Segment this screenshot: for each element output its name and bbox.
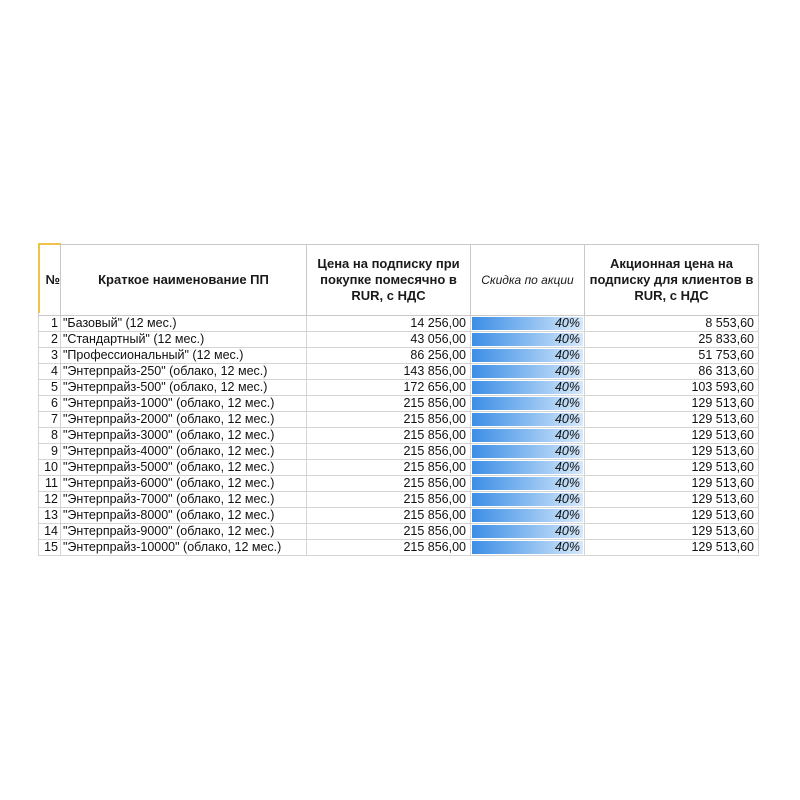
price-cell[interactable]: 215 856,00 — [307, 396, 471, 412]
header-promo-price[interactable]: Акционная цена на подписку для клиентов в RUR, с НДС — [585, 244, 759, 316]
price-table-sheet — [38, 243, 758, 556]
discount-cell[interactable] — [471, 444, 585, 460]
row-number-cell[interactable]: 6 — [39, 396, 61, 412]
selection-edge — [38, 243, 40, 313]
table-body — [39, 316, 759, 556]
row-number-cell[interactable]: 2 — [39, 332, 61, 348]
discount-value: 40% — [554, 364, 580, 378]
discount-cell[interactable] — [471, 460, 585, 476]
price-cell[interactable]: 215 856,00 — [307, 412, 471, 428]
row-number-cell[interactable]: 4 — [39, 364, 61, 380]
price-cell[interactable]: 215 856,00 — [307, 508, 471, 524]
discount-value: 40% — [554, 380, 580, 394]
product-name-cell[interactable]: "Энтерпрайз-1000" (облако, 12 мес.) — [61, 396, 307, 412]
discount-cell[interactable] — [471, 428, 585, 444]
promo-price-cell[interactable]: 129 513,60 — [585, 508, 759, 524]
discount-cell[interactable] — [471, 316, 585, 332]
price-cell[interactable]: 215 856,00 — [307, 476, 471, 492]
discount-cell[interactable] — [471, 476, 585, 492]
price-cell[interactable]: 215 856,00 — [307, 524, 471, 540]
header-row — [39, 244, 759, 316]
table-row — [39, 412, 759, 428]
row-number-cell[interactable]: 12 — [39, 492, 61, 508]
price-cell[interactable]: 86 256,00 — [307, 348, 471, 364]
price-cell[interactable]: 215 856,00 — [307, 492, 471, 508]
promo-price-cell[interactable]: 8 553,60 — [585, 316, 759, 332]
price-cell[interactable]: 215 856,00 — [307, 540, 471, 556]
product-name-cell[interactable]: "Энтерпрайз-5000" (облако, 12 мес.) — [61, 460, 307, 476]
product-name-cell[interactable]: "Энтерпрайз-500" (облако, 12 мес.) — [61, 380, 307, 396]
promo-price-cell[interactable]: 103 593,60 — [585, 380, 759, 396]
discount-value: 40% — [554, 332, 580, 346]
price-cell[interactable]: 215 856,00 — [307, 444, 471, 460]
product-name-cell[interactable]: "Базовый" (12 мес.) — [61, 316, 307, 332]
discount-cell[interactable] — [471, 540, 585, 556]
price-cell[interactable]: 43 056,00 — [307, 332, 471, 348]
discount-cell[interactable] — [471, 380, 585, 396]
discount-cell[interactable] — [471, 396, 585, 412]
row-number-cell[interactable]: 15 — [39, 540, 61, 556]
table-row — [39, 508, 759, 524]
row-number-cell[interactable]: 14 — [39, 524, 61, 540]
promo-price-cell[interactable]: 51 753,60 — [585, 348, 759, 364]
discount-value: 40% — [554, 540, 580, 554]
product-name-cell[interactable]: "Энтерпрайз-250" (облако, 12 мес.) — [61, 364, 307, 380]
price-cell[interactable]: 215 856,00 — [307, 460, 471, 476]
row-number-cell[interactable]: 10 — [39, 460, 61, 476]
table-row — [39, 396, 759, 412]
table-row — [39, 332, 759, 348]
product-name-cell[interactable]: "Энтерпрайз-8000" (облако, 12 мес.) — [61, 508, 307, 524]
table-row — [39, 348, 759, 364]
row-number-cell[interactable]: 3 — [39, 348, 61, 364]
discount-value: 40% — [554, 476, 580, 490]
discount-cell[interactable] — [471, 508, 585, 524]
table-row — [39, 540, 759, 556]
product-name-cell[interactable]: "Стандартный" (12 мес.) — [61, 332, 307, 348]
table-row — [39, 444, 759, 460]
promo-price-cell[interactable]: 129 513,60 — [585, 460, 759, 476]
discount-cell[interactable] — [471, 364, 585, 380]
promo-price-cell[interactable]: 129 513,60 — [585, 540, 759, 556]
discount-value: 40% — [554, 412, 580, 426]
promo-price-cell[interactable]: 129 513,60 — [585, 524, 759, 540]
row-number-cell[interactable]: 7 — [39, 412, 61, 428]
table-row — [39, 492, 759, 508]
promo-price-cell[interactable]: 129 513,60 — [585, 476, 759, 492]
discount-value: 40% — [554, 396, 580, 410]
discount-value: 40% — [554, 316, 580, 330]
table-row — [39, 460, 759, 476]
price-cell[interactable]: 14 256,00 — [307, 316, 471, 332]
header-number[interactable]: № — [39, 244, 61, 316]
promo-price-cell[interactable]: 129 513,60 — [585, 444, 759, 460]
promo-price-cell[interactable]: 129 513,60 — [585, 396, 759, 412]
table-row — [39, 428, 759, 444]
row-number-cell[interactable]: 9 — [39, 444, 61, 460]
product-name-cell[interactable]: "Профессиональный" (12 мес.) — [61, 348, 307, 364]
price-cell[interactable]: 172 656,00 — [307, 380, 471, 396]
discount-cell[interactable] — [471, 332, 585, 348]
discount-value: 40% — [554, 508, 580, 522]
price-table — [38, 243, 759, 556]
product-name-cell[interactable]: "Энтерпрайз-9000" (облако, 12 мес.) — [61, 524, 307, 540]
table-row — [39, 524, 759, 540]
discount-value: 40% — [554, 492, 580, 506]
table-row — [39, 380, 759, 396]
row-number-cell[interactable]: 8 — [39, 428, 61, 444]
promo-price-cell[interactable]: 129 513,60 — [585, 412, 759, 428]
discount-cell[interactable] — [471, 492, 585, 508]
price-cell[interactable]: 215 856,00 — [307, 428, 471, 444]
price-cell[interactable]: 143 856,00 — [307, 364, 471, 380]
product-name-cell[interactable]: "Энтерпрайз-7000" (облако, 12 мес.) — [61, 492, 307, 508]
discount-value: 40% — [554, 460, 580, 474]
discount-cell[interactable] — [471, 348, 585, 364]
row-number-cell[interactable]: 5 — [39, 380, 61, 396]
discount-value: 40% — [554, 524, 580, 538]
header-discount[interactable]: Скидка по акции — [471, 244, 585, 316]
product-name-cell[interactable]: "Энтерпрайз-3000" (облако, 12 мес.) — [61, 428, 307, 444]
discount-cell[interactable] — [471, 524, 585, 540]
product-name-cell[interactable]: "Энтерпрайз-2000" (облако, 12 мес.) — [61, 412, 307, 428]
row-number-cell[interactable]: 1 — [39, 316, 61, 332]
table-row — [39, 476, 759, 492]
table-row — [39, 316, 759, 332]
row-number-cell[interactable]: 13 — [39, 508, 61, 524]
header-price[interactable]: Цена на подписку при покупке помесячно в RUR, с НДС — [307, 244, 471, 316]
header-name[interactable]: Краткое наименование ПП — [61, 244, 307, 316]
product-name-cell[interactable]: "Энтерпрайз-4000" (облако, 12 мес.) — [61, 444, 307, 460]
table-row — [39, 364, 759, 380]
promo-price-cell[interactable]: 86 313,60 — [585, 364, 759, 380]
discount-cell[interactable] — [471, 412, 585, 428]
product-name-cell[interactable]: "Энтерпрайз-10000" (облако, 12 мес.) — [61, 540, 307, 556]
promo-price-cell[interactable]: 129 513,60 — [585, 492, 759, 508]
discount-value: 40% — [554, 444, 580, 458]
product-name-cell[interactable]: "Энтерпрайз-6000" (облако, 12 мес.) — [61, 476, 307, 492]
discount-value: 40% — [554, 428, 580, 442]
promo-price-cell[interactable]: 25 833,60 — [585, 332, 759, 348]
promo-price-cell[interactable]: 129 513,60 — [585, 428, 759, 444]
row-number-cell[interactable]: 11 — [39, 476, 61, 492]
discount-value: 40% — [554, 348, 580, 362]
